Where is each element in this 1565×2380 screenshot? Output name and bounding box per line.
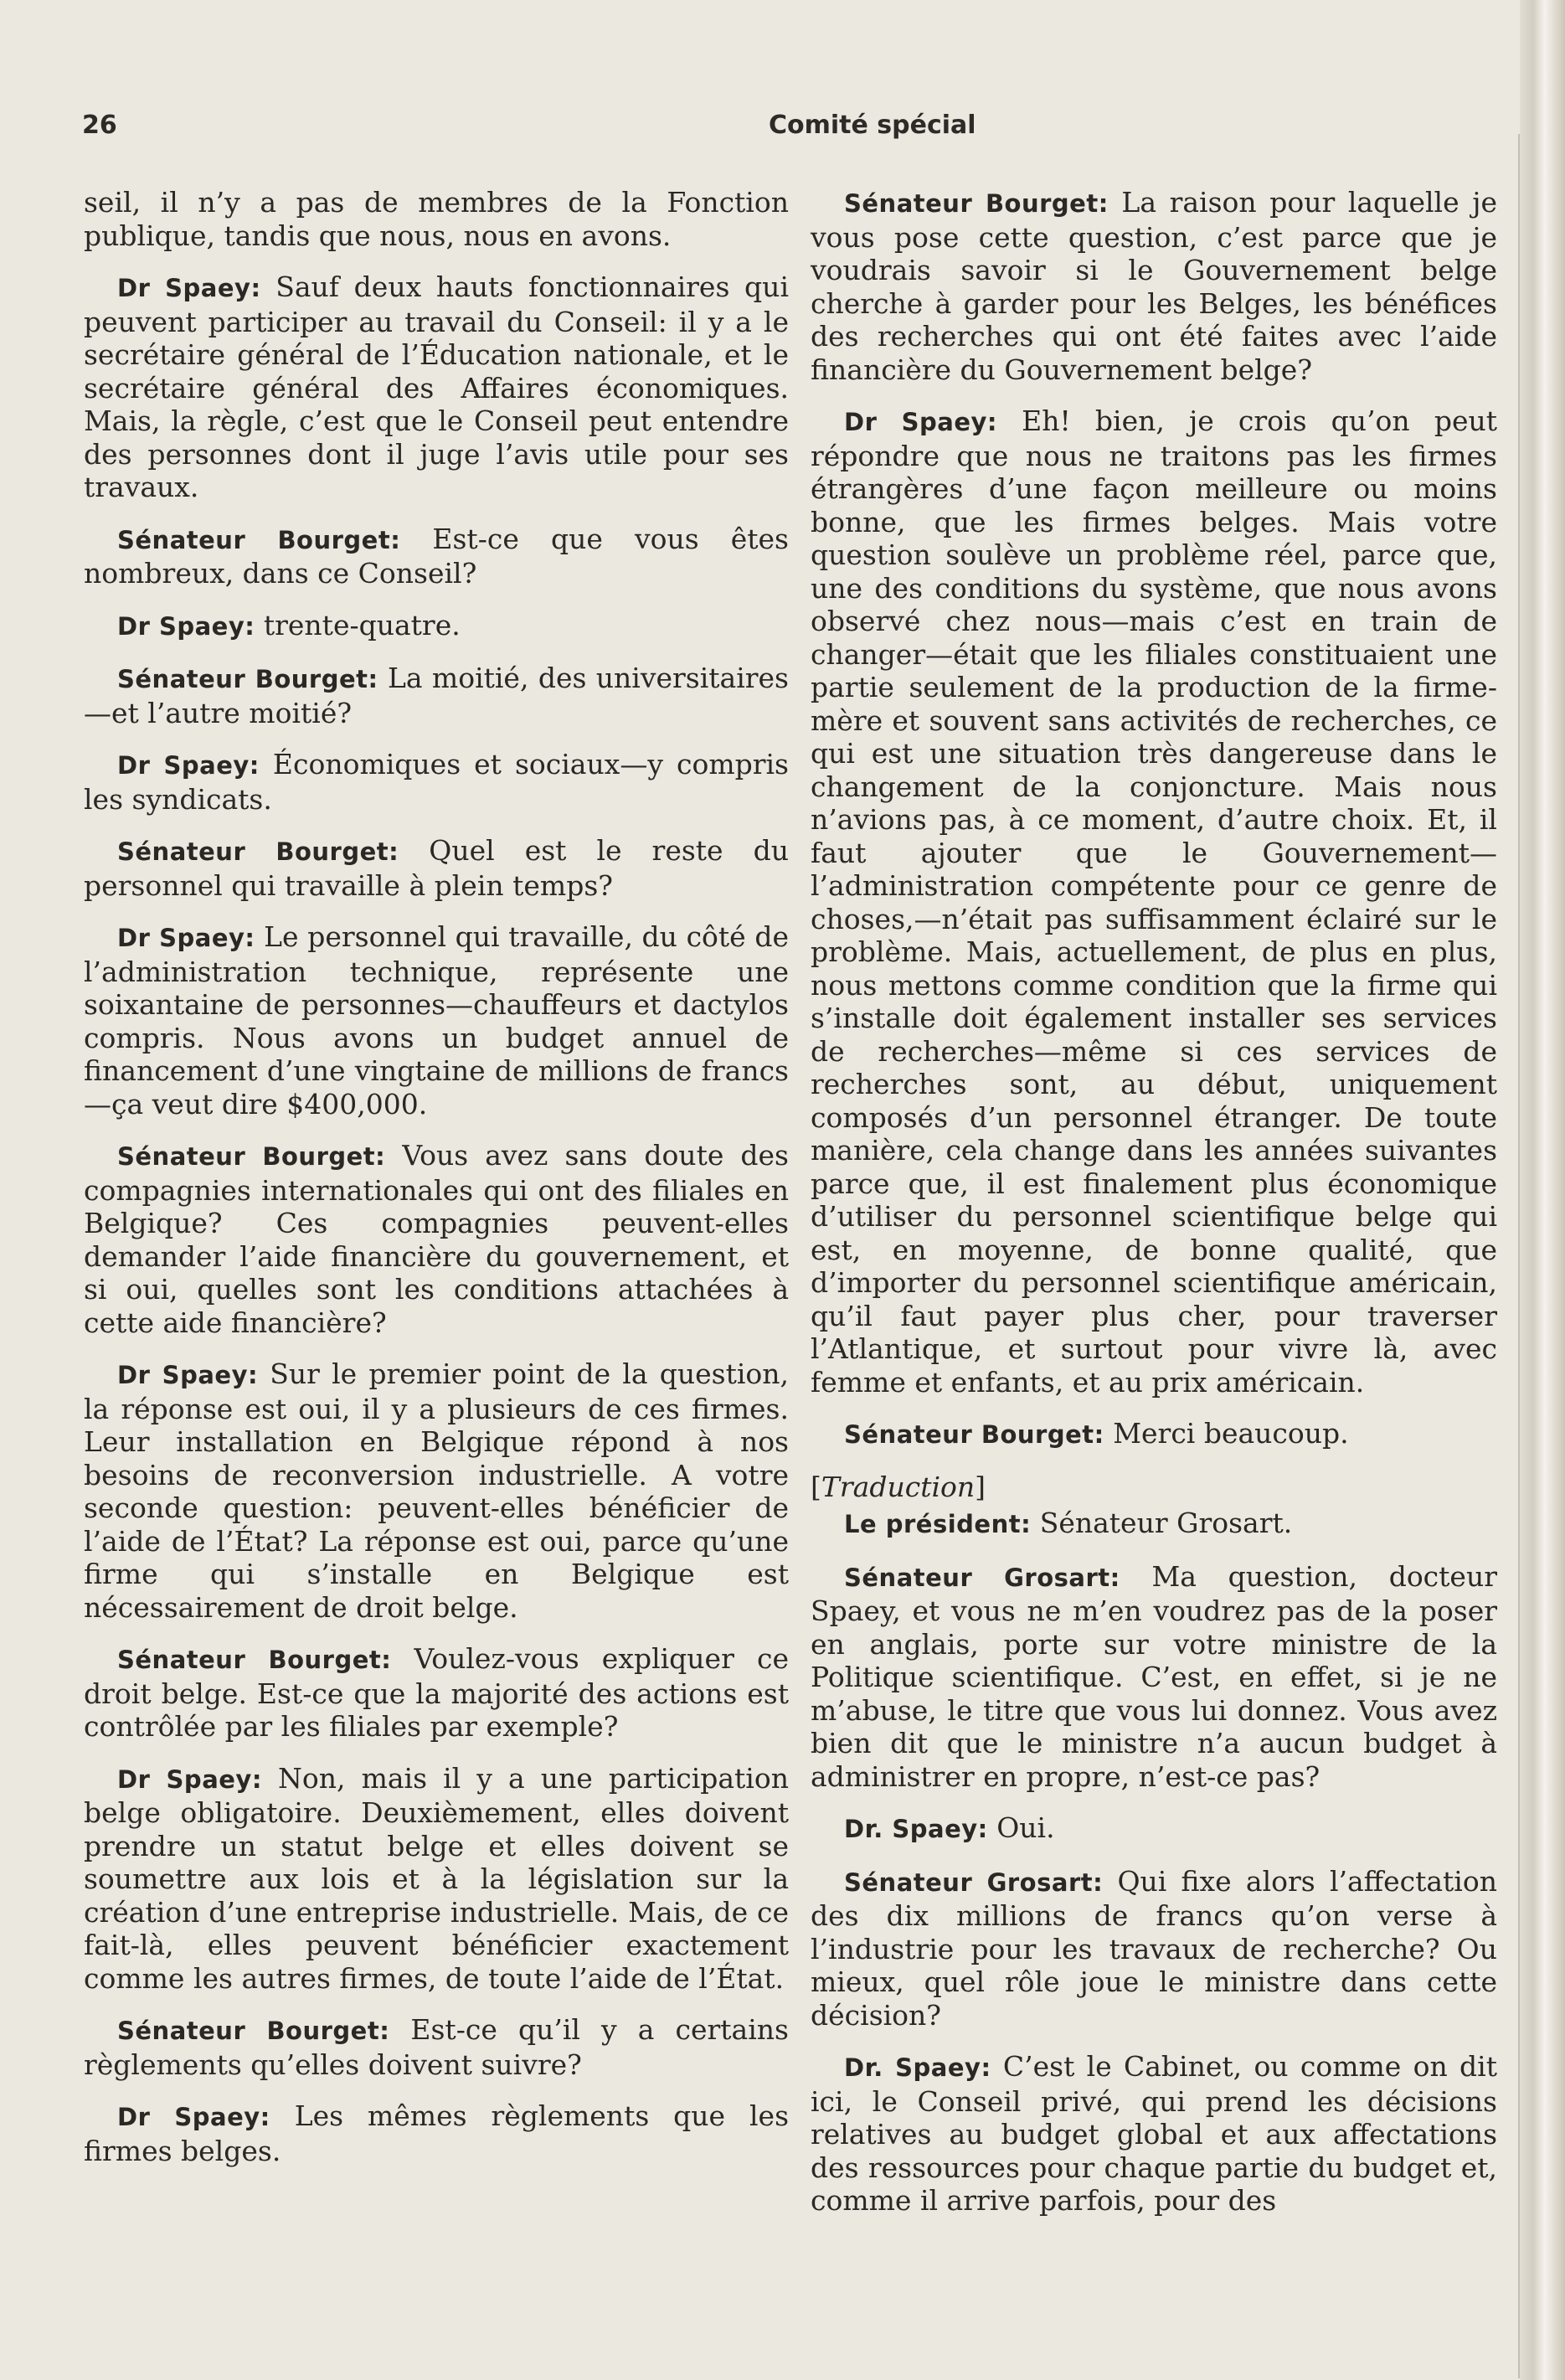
paragraph [84,1762,789,1996]
paragraph [811,1507,1497,1542]
page-header [82,111,1506,152]
speaker-name: Dr Spaey: [117,2103,270,2131]
paragraph [84,2099,789,2167]
paragraph-text: Est-ce qu’il y a certains règlements qu’elles doivent suivre? [84,2013,789,2081]
speaker-name: Dr. Spaey: [844,1815,988,1843]
paragraph-text: La moitié, des universitaires—et l’autre moitié? [84,662,789,729]
paragraph [811,186,1497,386]
speaker-name: Dr Spaey: [117,1764,262,1794]
speaker-name: Dr. Spaey: [844,2053,991,2082]
paragraph [84,186,789,252]
left-column [84,186,789,2186]
speaker-name: Sénateur Bourget: [117,1646,392,1674]
translation-note: [Traduction] [811,1470,986,1503]
speaker-name: Dr Spaey: [117,924,255,952]
paragraph-text: Économiques et sociaux—y compris les syndicats. [84,748,789,816]
paragraph [84,1357,789,1624]
paragraph [84,1642,789,1744]
paragraph [811,1560,1497,1794]
paragraph-text: Vous avez sans doute des compagnies internationales qui ont des filiales en Belgique? Ces compagnies peuvent-elles demander l’aide financière du gouvernement, et si oui, quelles sont les conditions attachées à cette aide financière? [84,1139,789,1339]
speaker-name: Sénateur Grosart: [844,1867,1104,1897]
speaker-name: Sénateur Bourget: [117,837,399,866]
paragraph-text: C’est le Cabinet, ou comme on dit ici, le Conseil privé, qui prend les décisions relatives au budget global et aux affectations des ressources pour chaque partie du budget et, comme il arrive parfois, pour des [811,2050,1497,2217]
paragraph [811,1811,1497,1847]
speaker-name: Sénateur Bourget: [117,1142,386,1171]
paragraph-text: Eh! bien, je crois qu’on peut répondre que nous ne traitons pas les firmes étrangères d’une façon meilleure ou moins bonne, que les firmes belges. Mais votre question soulève un problème réel, parce que, une des conditions du système, que nous avons observé chez nous—mais c’est en train de changer—était que les filiales constituaient une partie seulement de la production de la firme-mère et souvent sans activités de recherches, ce qui est une situation très dangereuse dans le changement de la conjoncture. Mais nous n’avions pas, à ce moment, d’autre choix. Et, il faut ajouter que le Gouvernement—l’administration compétente pour ce genre de choses,—n’était pas suffisamment éclairé sur le problème. Mais, actuellement, de plus en plus, nous mettons comme condition que la firme qui s’installe doit également installer ses services de recherches—même si ces services de recherches sont, au début, uniquement composés d’un personnel étranger. De toute manière, cela change dans les années suivantes parce que, il est finalement plus économique d’utiliser du personnel scientifique belge qui est, en moyenne, de bonne qualité, que d’importer du personnel scientifique américain, qu’il faut payer plus cher, pour traverser l’Atlantique, et surtout pour vivre là, avec femme et enfants, et au prix américain. [811,404,1497,1399]
paragraph-text: Qui fixe alors l’affectation des dix millions de francs qu’on verse à l’industrie pour les travaux de recherche? Ou mieux, quel rôle joue le ministre dans cette décision? [811,1864,1497,2032]
speaker-name: Le président: [844,1510,1032,1538]
paragraph [84,523,789,590]
paragraph-text: Quel est le reste du personnel qui travaille à plein temps? [84,834,789,902]
speaker-name: Dr Spaey: [117,611,255,641]
speaker-name: Sénateur Grosart: [844,1563,1120,1592]
paragraph [811,1865,1497,2032]
right-column [811,186,1497,2236]
paragraph-text: trente-quatre. [263,608,461,641]
paragraph-text: Voulez-vous expliquer ce droit belge. Est-ce que la majorité des actions est contrôlée par les filiales par exemple? [84,1642,789,1743]
paragraph [811,404,1497,1399]
running-title: Comité spécial [769,111,976,140]
page-number: 26 [82,111,117,140]
paragraph-text: Sauf deux hauts fonctionnaires qui peuvent participer au travail du Conseil: il y a le secrétaire général de l’Éducation nationale, et le secrétaire général des Affaires économiques. Mais, la règle, c’est que le Conseil peut entendre des personnes dont il juge l’avis utile pour ses travaux. [84,270,789,503]
paragraph-text: Oui. [996,1811,1055,1844]
paragraph-text: La raison pour laquelle je vous pose cette question, c’est parce que je voudrais savoir si le Gouvernement belge cherche à garder pour les Belges, les bénéfices des recherches qui ont été faites avec l’aide financière du Gouvernement belge? [811,186,1497,386]
paragraph-text: Merci beaucoup. [1113,1417,1349,1450]
paragraph-text: seil, il n’y a pas de membres de la Fonction publique, tandis que nous, nous en avons. [84,186,789,252]
paragraph [84,270,789,504]
speaker-name: Dr Spaey: [117,751,260,780]
paragraph [84,748,789,816]
speaker-name: Sénateur Bourget: [117,2017,390,2045]
speaker-name: Dr Spaey: [844,408,998,436]
speaker-name: Sénateur Bourget: [844,1420,1104,1449]
paragraph [84,1139,789,1339]
speaker-name: Dr Spaey: [117,274,261,302]
paragraph-text: Ma question, docteur Spaey, et vous ne m’en voudrez pas de la poser en anglais, porte sur votre ministre de la Politique scientifique. C’est, en effet, si je ne m’abuse, le titre que vous lui donnez. Vous avez bien dit que le ministre n’a aucun budget à administrer en propre, n’est-ce pas? [811,1559,1497,1793]
paragraph [84,920,789,1120]
paragraph-text: Sénateur Grosart. [1039,1507,1293,1539]
paragraph [84,609,789,644]
paragraph [811,2050,1497,2218]
paragraph-text: Le personnel qui travaille, du côté de l’administration technique, représente une soixantaine de personnes—chauffeurs et dactylos compris. Nous avons un budget annuel de financement d’une vingtaine de millions de francs—ça veut dire $400,000. [84,920,789,1120]
paragraph [84,2013,789,2081]
speaker-name: Sénateur Bourget: [117,665,378,693]
paragraph-text: Non, mais il y a une participation belge obligatoire. Deuxièmement, elles doivent prendre un statut belge et elles doivent se soumettre aux lois et à la législation sur la création d’une entreprise industrielle. Mais, de ce fait-là, elles peuvent bénéficier exactement comme les autres firmes, de toute l’aide de l’État. [84,1761,789,1995]
paragraph [84,834,789,902]
speaker-name: Dr Spaey: [117,1361,259,1389]
translation-label: Traduction [821,1470,976,1503]
paragraph-text: Sur le premier point de la question, la réponse est oui, il y a plusieurs de ces firmes. Leur installation en Belgique répond à nos besoins de reconversion industrielle. A votre seconde question: peuvent-elles bénéficier de l’aide de l’État? La réponse est oui, parce qu’une firme qui s’installe en Belgique est nécessairement de droit belge. [84,1357,789,1624]
paragraph [84,662,789,729]
adjacent-page-edge [1520,0,1565,2380]
paragraph [811,1417,1497,1452]
speaker-name: Sénateur Bourget: [117,525,401,554]
paragraph-text: Est-ce que vous êtes nombreux, dans ce Conseil? [84,522,789,590]
speaker-name: Sénateur Bourget: [844,189,1109,218]
paragraph-text: Les mêmes règlements que les firmes belges. [84,2099,790,2167]
